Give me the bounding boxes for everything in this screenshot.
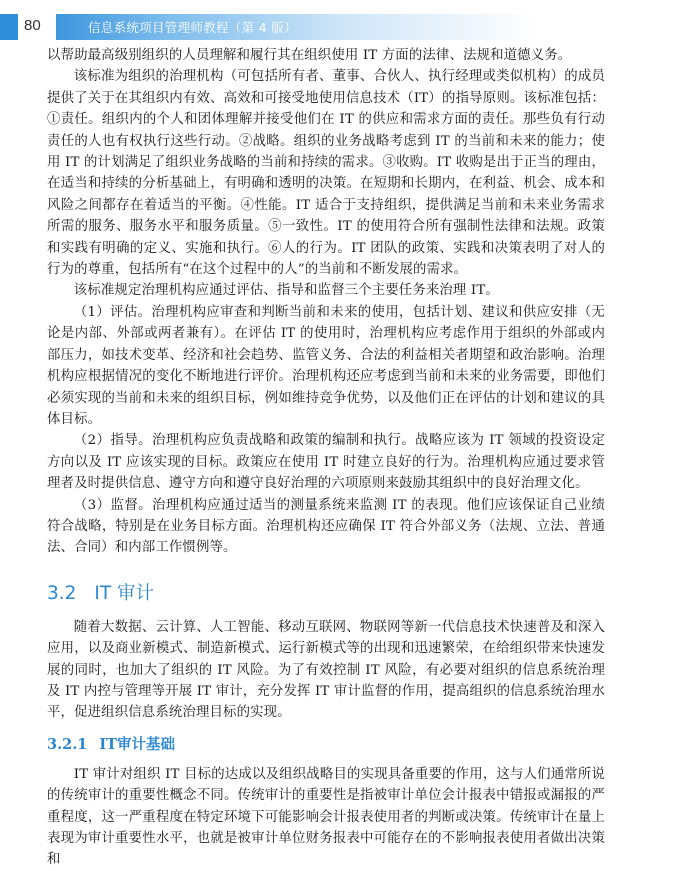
subsection-heading xyxy=(47,732,605,758)
subsection-title: IT审计基础 xyxy=(99,735,175,753)
paragraph: 该标准规定治理机构应通过评估、指导和监督三个主要任务来治理 IT。 xyxy=(73,283,499,299)
subsection-number: 3.2.1 xyxy=(47,735,88,753)
page-header xyxy=(0,14,690,40)
paragraph: 以帮助最高级别组织的人员理解和履行其在组织使用 IT 方面的法律、法规和道德义务。 xyxy=(47,48,572,63)
section-number: 3.2 xyxy=(47,582,77,604)
header-color-block xyxy=(0,14,18,40)
page-number: 80 xyxy=(24,17,41,34)
section-heading xyxy=(47,579,605,605)
page-content xyxy=(47,45,605,871)
section-title: IT 审计 xyxy=(94,582,155,604)
paragraph: （3）监督。治理机构应通过适当的测量系统来监测 IT 的表现。他们应该保证自己业绩符合战略，特别是在业务目标方面。治理机构还应确保 IT 符合外部义务（法规、立法、普通法、合同）和内部工作惯例等。 xyxy=(47,497,605,556)
book-title: 信息系统项目管理师教程（第 4 版） xyxy=(88,20,297,35)
paragraph: （1）评估。治理机构应审查和判断当前和未来的使用，包括计划、建议和供应安排（无论是内部、外部或两者兼有）。在评估 IT 的使用时，治理机构应考虑作用于组织的外部或内部压力，如技术变革、经济和社会趋势、监管义务、合法的利益相关者期望和政治影响。治理机构应根据情况的变化不断地进行评价。治理机构还应考虑到当前和未来的业务需要，即他们必须实现的当前和未来的组织目标，例如维持竞争优势，以及他们正在评估的计划和建议的具体目标。 xyxy=(47,304,605,427)
paragraph: 随着大数据、云计算、人工智能、移动互联网、物联网等新一代信息技术快速普及和深入应用，以及商业新模式、制造新模式、运行新模式等的出现和迅速繁荣，在给组织带来快速发展的同时，也加大了组织的 IT 风险。为了有效控制 IT 风险，有必要对组织的信息系统治理及 IT 内控与管理等开展 IT 审计，充分发挥 IT 审计监督的作用，提高组织的信息系统治理水平，促进组织信息系统治理目标的实现。 xyxy=(47,619,605,721)
paragraph: （2）指导。治理机构应负责战略和政策的编制和执行。战略应该为 IT 领域的投资设定方向以及 IT 应该实现的目标。政策应在使用 IT 时建立良好的行为。治理机构应通过要求管理者及时提供信息、遵守方向和遵守良好治理的六项原则来鼓励其组织中的良好治理文化。 xyxy=(47,433,605,492)
paragraph: 该标准为组织的治理机构（可包括所有者、董事、合伙人、执行经理或类似机构）的成员提供了关于在其组织内有效、高效和可接受地使用信息技术（IT）的指导原则。该标准包括：①责任。组织内的个人和团体理解并接受他们在 IT 的供应和需求方面的责任。那些负有行动责任的人也有权执行这些行动。②战略。组织的业务战略考虑到 IT 的当前和未来的能力；使用 IT 的计划满足了组织业务战略的当前和持续的需求。③收购。IT 收购是出于正当的理由，在适当和持续的分析基础上，有明确和透明的决策。在短期和长期内，在利益、机会、成本和风险之间都存在着适当的平衡。④性能。IT 适合于支持组织，提供满足当前和未来业务需求所需的服务、服务水平和服务质量。⑤一致性。IT 的使用符合所有强制性法律和法规。政策和实践有明确的定义、实施和执行。⑥人的行为。IT 团队的政策、实践和决策表明了对人的行为的尊重，包括所有“在这个过程中的人”的当前和不断发展的需求。 xyxy=(47,69,605,278)
paragraph: IT 审计对组织 IT 目标的达成以及组织战略目的实现具备重要的作用，这与人们通常所说的传统审计的重要性概念不同。传统审计的重要性是指被审计单位会计报表中错报或漏报的严重程度，这一严重程度在特定环境下可能影响会计报表使用者的判断或决策。传统审计在量上表现为审计重要性水平，也就是被审计单位财务报表中可能存在的不影响报表使用者做出决策和 xyxy=(47,766,605,868)
